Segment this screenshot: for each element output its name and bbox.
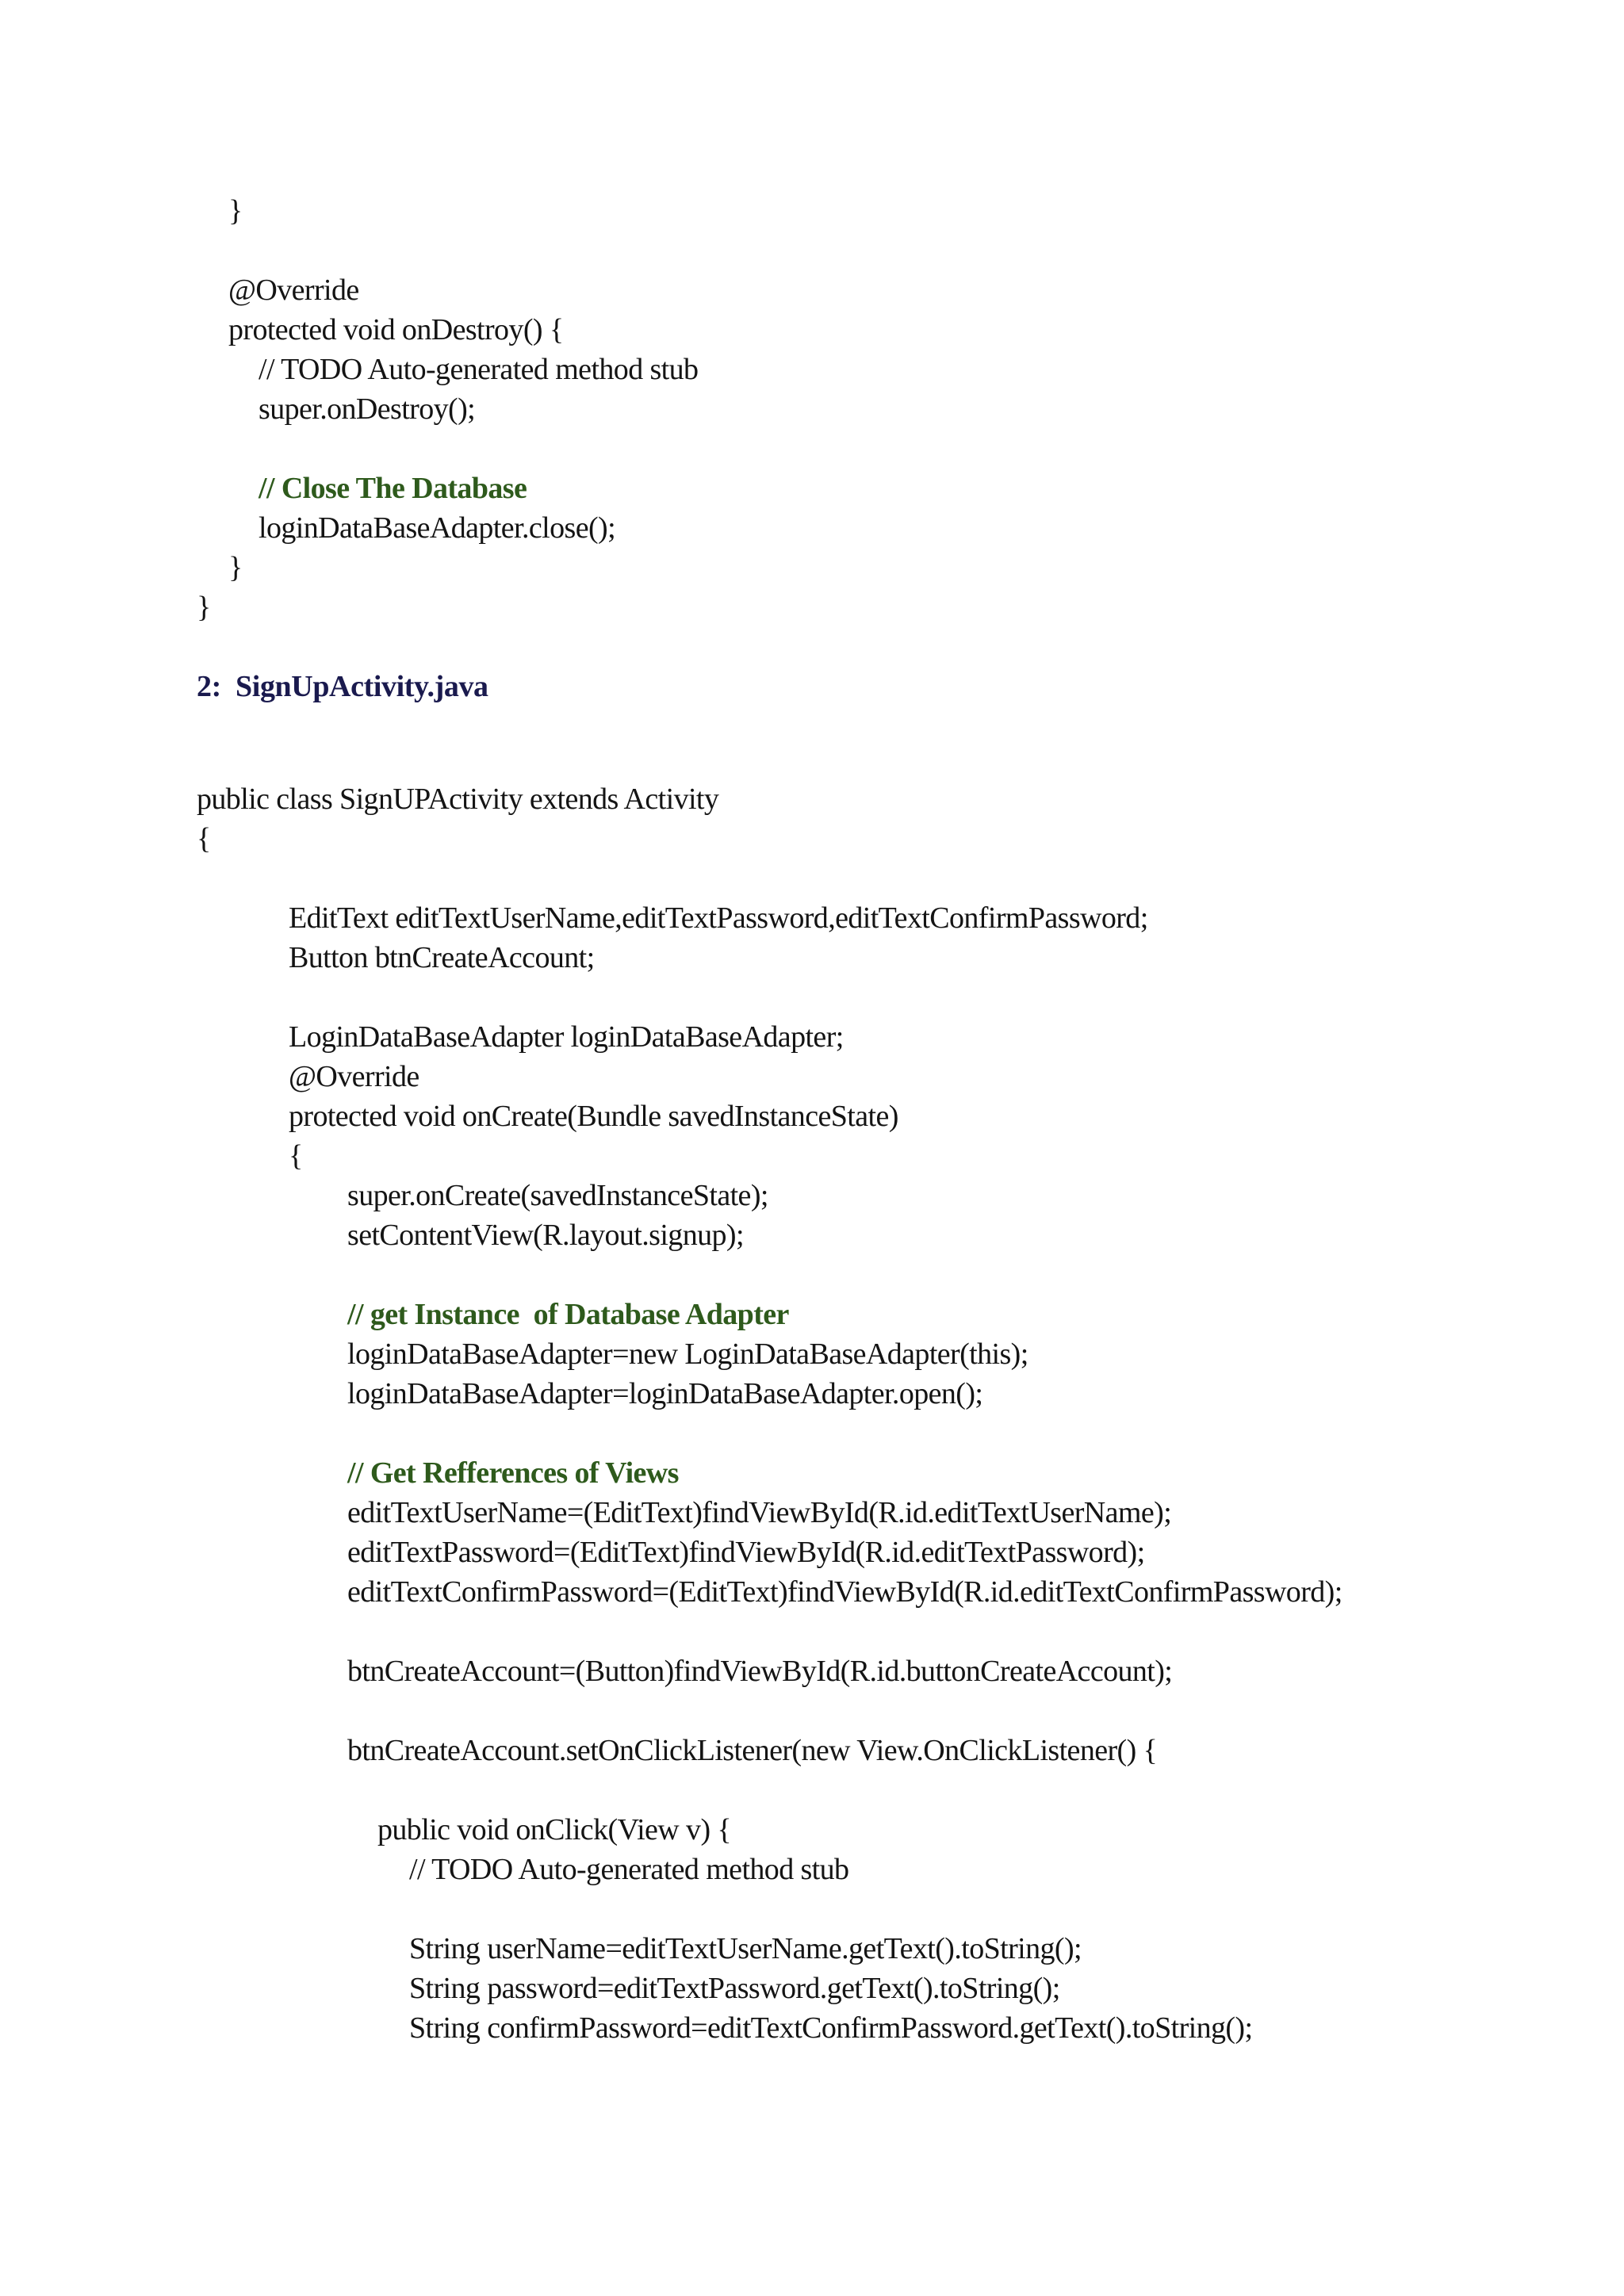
code-comment: // Get Refferences of Views [347,1456,679,1490]
code-line: loginDataBaseAdapter=loginDataBaseAdapter.open(); [347,1377,983,1410]
code-line: loginDataBaseAdapter.close(); [259,511,616,545]
code-line: Button btnCreateAccount; [289,941,595,974]
code-comment: // Close The Database [259,472,527,505]
code-line: editTextPassword=(EditText)findViewById(R.id.editTextPassword); [347,1536,1145,1569]
code-line: setContentView(R.layout.signup); [347,1219,744,1252]
code-line: super.onDestroy(); [259,392,476,426]
code-line: } [197,591,211,624]
code-line: { [289,1139,303,1173]
code-line: // TODO Auto-generated method stub [259,353,699,386]
code-line: @Override [289,1060,419,1093]
code-line: btnCreateAccount.setOnClickListener(new View.OnClickListener() { [347,1734,1158,1767]
code-line: } [228,551,243,584]
code-line: loginDataBaseAdapter=new LoginDataBaseAdapter(this); [347,1337,1028,1371]
code-line: LoginDataBaseAdapter loginDataBaseAdapter; [289,1020,844,1054]
code-line: { [197,822,211,855]
code-line: public void onClick(View v) { [377,1813,732,1846]
code-line: protected void onDestroy() { [228,313,564,346]
code-line: protected void onCreate(Bundle savedInstanceState) [289,1100,898,1133]
code-comment: // get Instance of Database Adapter [347,1298,789,1331]
code-line: EditText editTextUserName,editTextPassword,editTextConfirmPassword; [289,901,1148,935]
code-line: } [228,194,243,228]
code-line: String password=editTextPassword.getText().toString(); [409,1972,1060,2005]
code-line: @Override [228,274,359,307]
code-line: String userName=editTextUserName.getText().toString(); [409,1932,1082,1965]
code-line: btnCreateAccount=(Button)findViewById(R.id.buttonCreateAccount); [347,1655,1173,1688]
code-line: public class SignUPActivity extends Activity [197,783,719,816]
code-line: String confirmPassword=editTextConfirmPassword.getText().toString(); [409,2011,1253,2045]
code-line: super.onCreate(savedInstanceState); [347,1179,768,1212]
code-line: // TODO Auto-generated method stub [409,1853,849,1886]
section-heading: 2: SignUpActivity.java [197,670,488,703]
code-line: editTextUserName=(EditText)findViewById(R.id.editTextUserName); [347,1496,1172,1529]
code-line: editTextConfirmPassword=(EditText)findViewById(R.id.editTextConfirmPassword); [347,1575,1342,1609]
